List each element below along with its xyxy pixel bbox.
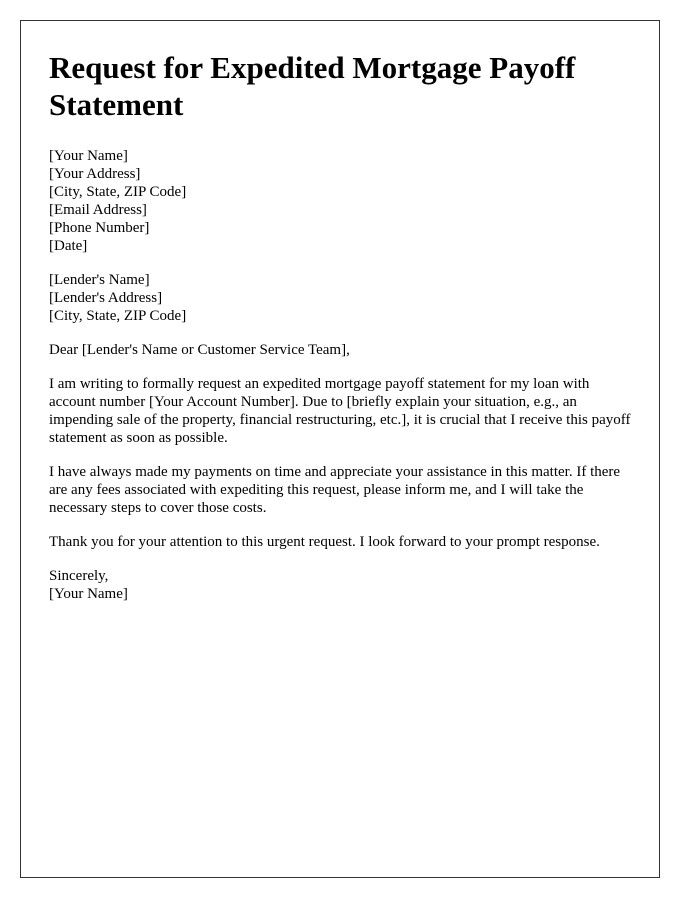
salutation: Dear [Lender's Name or Customer Service Team], (49, 342, 350, 358)
sender-address-block (49, 147, 631, 255)
signature-name: [Your Name] (49, 586, 128, 602)
sender-name: [Your Name] (49, 148, 128, 164)
valediction: Sincerely, (49, 568, 109, 584)
sender-city-state-zip: [City, State, ZIP Code] (49, 184, 187, 200)
lender-address: [Lender's Address] (49, 290, 163, 306)
body-paragraph: Thank you for your attention to this urgent request. I look forward to your prompt response. (49, 534, 600, 550)
lender-name: [Lender's Name] (49, 272, 150, 288)
recipient-address-block (49, 271, 631, 325)
body-paragraph: I am writing to formally request an expedited mortgage payoff statement for my loan with account number [Your Account Number]. Due to [briefly explain your situation, e.g., an impending sale of the property, financial restructuring, etc.], it is crucial that I receive this payoff statement as soon as possible. (49, 376, 631, 446)
closing-block (49, 567, 631, 603)
letter-title: Request for Expedited Mortgage Payoff Statement (49, 50, 576, 122)
letter-date: [Date] (49, 238, 88, 254)
sender-address: [Your Address] (49, 166, 141, 182)
sender-email: [Email Address] (49, 202, 147, 218)
body-paragraph: I have always made my payments on time and appreciate your assistance in this matter. If there are any fees associated with expediting this request, please inform me, and I will take the necessary steps to cover those costs. (49, 464, 621, 516)
lender-city-state-zip: [City, State, ZIP Code] (49, 308, 187, 324)
letter-page (20, 20, 660, 878)
sender-phone: [Phone Number] (49, 220, 150, 236)
